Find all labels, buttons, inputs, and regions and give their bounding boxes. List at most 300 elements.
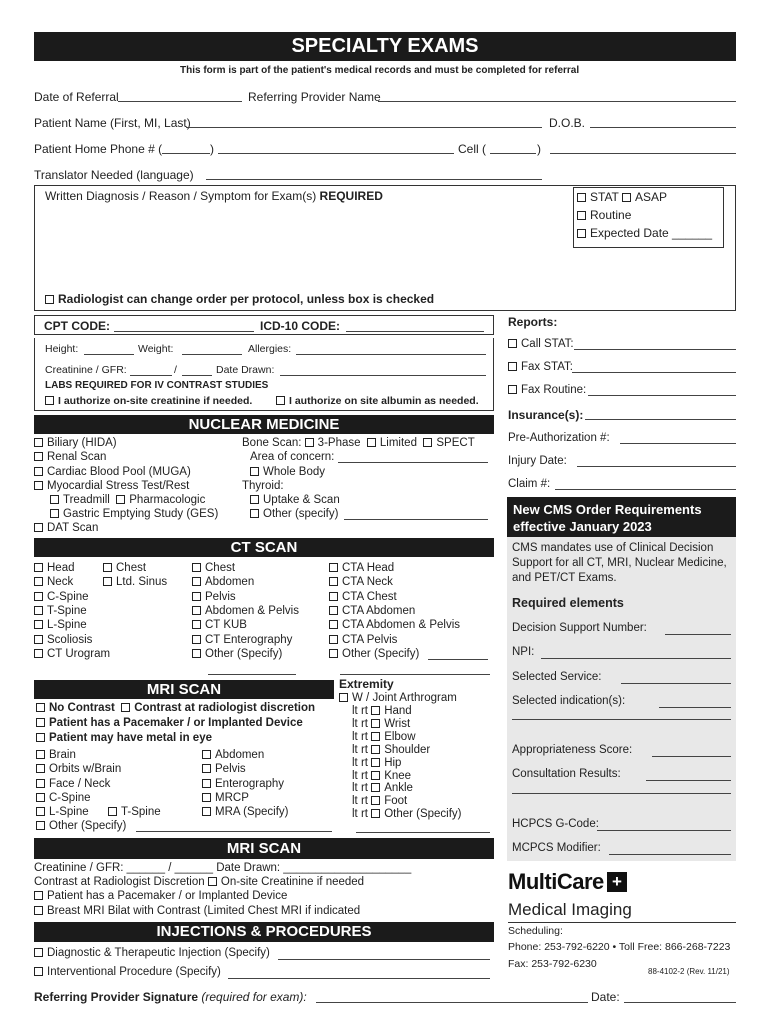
expected-date-label: Expected Date ______ <box>590 226 713 240</box>
cell-field[interactable] <box>550 153 736 154</box>
ct-col4-checkbox[interactable] <box>329 577 338 586</box>
cms-field-label: Consultation Results: <box>512 768 621 780</box>
plus-logo-icon: + <box>607 872 627 892</box>
protocol-checkbox[interactable] <box>45 295 54 304</box>
home-phone-field[interactable] <box>218 153 454 154</box>
ct-scan-heading: CT SCAN <box>230 539 298 556</box>
ct-col2-label: Ltd. Sinus <box>116 576 168 589</box>
asap-checkbox[interactable] <box>622 193 631 202</box>
extremity-checkbox[interactable] <box>371 783 380 792</box>
ct-scan-bar <box>34 538 494 557</box>
arthrogram-label: W / Joint Arthrogram <box>352 692 457 704</box>
ct-col1-checkbox[interactable] <box>34 620 43 629</box>
report-checkbox[interactable] <box>508 339 517 348</box>
mri2-discretion-label: Contrast at Radiologist Discretion <box>34 876 205 888</box>
cms-field-label: MCPCS Modifier: <box>512 842 601 854</box>
no-contrast-checkbox[interactable] <box>36 703 45 712</box>
report-field[interactable] <box>574 349 736 350</box>
left-side-label[interactable]: lt <box>352 743 361 756</box>
pharmacologic-label: Pharmacologic <box>129 494 206 506</box>
date-of-referral-label: Date of Referral <box>34 90 119 104</box>
mri2-pacemaker-label: Patient has a Pacemaker / or Implanted Device <box>47 890 288 902</box>
creatinine-slash: / <box>174 364 177 376</box>
cms-field-input[interactable] <box>665 634 731 635</box>
ct-col4-label: CTA Abdomen & Pelvis <box>342 619 461 632</box>
nm-left-1 <box>34 451 106 463</box>
right-side-label[interactable]: rt <box>360 808 372 821</box>
extremity-item <box>352 770 411 782</box>
extremity-item <box>352 705 412 717</box>
report-field[interactable] <box>572 372 736 373</box>
report-item <box>508 338 574 350</box>
ext-other-field[interactable] <box>356 832 490 833</box>
ct-col3-label: Pelvis <box>205 590 236 603</box>
mri-scan-heading: MRI SCAN <box>146 681 222 698</box>
ges-checkbox[interactable] <box>50 509 59 518</box>
left-side-label[interactable]: lt <box>352 705 361 717</box>
radiologist-protocol-text: Radiologist can change order per protocol, unless box is checked <box>58 292 435 306</box>
ct-col3-label: Other (Specify) <box>205 647 283 660</box>
cms-field-input[interactable] <box>652 756 731 757</box>
diagnosis-required: REQUIRED <box>319 189 383 203</box>
mri-col1-label: Face / Neck <box>49 777 111 790</box>
mri-col2-item <box>202 778 284 790</box>
ct-col4-checkbox[interactable] <box>329 620 338 629</box>
whole-body-label: Whole Body <box>263 466 326 478</box>
ct-col4-item <box>329 591 397 603</box>
ct-col1-checkbox[interactable] <box>34 649 43 658</box>
left-side-label[interactable]: lt <box>352 717 361 730</box>
mri-col1-checkbox[interactable] <box>36 750 45 759</box>
injury-label: Injury Date: <box>508 455 567 467</box>
reports-heading: Reports: <box>508 315 558 329</box>
left-side-label[interactable]: lt <box>352 808 361 821</box>
extremity-checkbox[interactable] <box>371 706 380 715</box>
ct-col3-label: CT Enterography <box>205 633 293 646</box>
creatinine-label: Creatinine / GFR: <box>45 364 127 376</box>
mri-col2-item <box>202 792 249 804</box>
date-of-referral-field[interactable] <box>118 101 242 102</box>
extremity-checkbox[interactable] <box>371 745 380 754</box>
nm-dat <box>34 522 98 534</box>
height-label: Height: <box>45 343 79 355</box>
report-item <box>508 361 573 373</box>
dat-checkbox[interactable] <box>34 523 43 532</box>
extremity-checkbox[interactable] <box>371 758 380 767</box>
limited-label: Limited <box>379 437 417 449</box>
report-field[interactable] <box>588 395 736 396</box>
mri-col2-label: Pelvis <box>215 763 246 776</box>
cms-field-label: HCPCS G-Code: <box>512 818 599 830</box>
left-side-label[interactable]: lt <box>352 756 361 769</box>
form-subtitle: This form is part of the patient's medical records and must be completed for referral <box>180 65 580 76</box>
cms-text-1: Support for all CT, MRI, Nuclear Medicine, <box>512 557 727 569</box>
mri-other-checkbox[interactable] <box>36 821 45 830</box>
mri-col1-checkbox[interactable] <box>36 764 45 773</box>
insurance-field[interactable] <box>585 419 736 420</box>
cpt-label: CPT CODE: <box>44 319 110 333</box>
ct-col3-checkbox[interactable] <box>192 649 201 658</box>
extremity-checkbox[interactable] <box>371 796 380 805</box>
extremity-checkbox[interactable] <box>371 732 380 741</box>
onsite-creatinine-checkbox[interactable] <box>208 877 217 886</box>
extremity-label: Foot <box>384 795 408 808</box>
nm-thyroid: Thyroid: <box>242 480 284 492</box>
extremity-item <box>352 808 462 820</box>
diagnostic-injection-label: Diagnostic & Therapeutic Injection (Specify) <box>47 947 270 959</box>
ct-col2-label: Chest <box>116 562 147 574</box>
right-side-label[interactable]: rt <box>360 730 372 743</box>
extremity-checkbox[interactable] <box>371 719 380 728</box>
weight-label: Weight: <box>138 343 174 355</box>
extremity-item <box>352 795 407 807</box>
signature-field[interactable] <box>316 1002 588 1003</box>
mri-col2-checkbox[interactable] <box>202 750 211 759</box>
mri-col2-checkbox[interactable] <box>202 807 211 816</box>
spect-checkbox[interactable] <box>423 438 432 447</box>
nm-area-field[interactable] <box>338 462 488 463</box>
mri-metal <box>36 732 212 744</box>
ct-col1-item <box>34 591 89 603</box>
right-side-label[interactable]: rt <box>360 795 372 808</box>
mri-other <box>36 820 126 832</box>
cms-field-input[interactable] <box>609 854 731 855</box>
mri-col1-checkbox[interactable] <box>36 807 45 816</box>
ct-col4-checkbox[interactable] <box>329 649 338 658</box>
ct-col1-checkbox[interactable] <box>34 563 43 572</box>
cms-field-input[interactable] <box>646 780 731 781</box>
brand-phone: Phone: 253-792-6220 • Toll Free: 866-268-7223 <box>508 941 731 953</box>
extremity-label: Hand <box>384 705 412 717</box>
cms-field-input[interactable] <box>541 658 731 659</box>
ct-col4-item <box>329 619 460 631</box>
ct-col1-checkbox[interactable] <box>34 606 43 615</box>
cms-field-label: NPI: <box>512 646 535 658</box>
ct-col4-item <box>329 605 415 617</box>
cms-required: Required elements <box>512 596 624 610</box>
extremity-item <box>352 757 401 769</box>
mri2-pacemaker-checkbox[interactable] <box>34 891 43 900</box>
mri-pacemaker-label: Patient has a Pacemaker / or Implanted Device <box>49 717 303 729</box>
left-side-label[interactable]: lt <box>352 769 361 782</box>
translator-label: Translator Needed (language) <box>34 168 194 182</box>
ct-col3-checkbox[interactable] <box>192 620 201 629</box>
signature-date-label: Date: <box>591 990 620 1004</box>
treadmill-checkbox[interactable] <box>50 495 59 504</box>
icd-field[interactable] <box>346 331 484 332</box>
mri-pacemaker <box>36 717 303 729</box>
extremity-item <box>352 744 430 756</box>
ct-col4-checkbox[interactable] <box>329 606 338 615</box>
preauth-label: Pre-Authorization #: <box>508 432 610 444</box>
extremity-item <box>352 731 416 743</box>
cms-field-input[interactable] <box>659 707 731 708</box>
signature-row <box>34 990 307 1004</box>
muga-label: Cardiac Blood Pool (MUGA) <box>47 466 191 478</box>
signature-date-field[interactable] <box>624 1002 736 1003</box>
icd-label: ICD-10 CODE: <box>260 319 341 333</box>
mri-col2-item <box>202 763 246 775</box>
translator-field[interactable] <box>206 179 542 180</box>
extremity-checkbox[interactable] <box>371 809 380 818</box>
nm-uptake <box>250 494 340 506</box>
labs-box <box>34 338 494 411</box>
mri-col2-label: MRA (Specify) <box>215 806 289 819</box>
ct-col3-label: Chest <box>205 562 236 574</box>
cms-heading-2: effective January 2023 <box>513 519 652 534</box>
ct-col3-checkbox[interactable] <box>192 577 201 586</box>
ct-col1-item <box>34 619 87 631</box>
tspine-label: T-Spine <box>121 806 161 818</box>
ct-col1-item <box>34 605 87 617</box>
date-drawn-label: Date Drawn: <box>216 364 275 376</box>
mri-scan-2-heading: MRI SCAN <box>226 840 302 857</box>
breast-mri-label: Breast MRI Bilat with Contrast (Limited Chest MRI if indicated <box>47 905 361 917</box>
injection-item-0 <box>34 947 270 959</box>
home-phone-label: Patient Home Phone # ( <box>34 142 163 156</box>
priority-routine <box>577 208 631 222</box>
ct-col1-label: Head <box>47 562 75 574</box>
ct-col2-checkbox[interactable] <box>103 577 112 586</box>
brand-fax: Fax: 253-792-6230 <box>508 958 597 970</box>
interventional-checkbox[interactable] <box>34 967 43 976</box>
preauth-field[interactable] <box>620 443 736 444</box>
renal-label: Renal Scan <box>47 451 107 463</box>
dob-field[interactable] <box>590 127 736 128</box>
multicare-logo <box>508 869 627 895</box>
mri2-pacemaker <box>34 890 287 902</box>
biliary-checkbox[interactable] <box>34 438 43 447</box>
report-label: Call STAT: <box>521 338 574 350</box>
cms-text-2: and PET/CT Exams. <box>512 572 617 584</box>
diagnostic-injection-checkbox[interactable] <box>34 948 43 957</box>
three-phase-label: 3-Phase <box>317 437 361 449</box>
right-side-label[interactable]: rt <box>360 717 372 730</box>
left-side-label[interactable]: lt <box>352 730 361 743</box>
no-contrast-label: No Contrast <box>49 702 115 714</box>
breast-mri-checkbox[interactable] <box>34 906 43 915</box>
ct-col1-checkbox[interactable] <box>34 592 43 601</box>
mri-col1-checkbox[interactable] <box>36 779 45 788</box>
contrast-disc-checkbox[interactable] <box>121 703 130 712</box>
mri-pacemaker-checkbox[interactable] <box>36 718 45 727</box>
ct-col4-label: CTA Head <box>342 562 395 574</box>
ct-col1-checkbox[interactable] <box>34 635 43 644</box>
ct-col3-label: CT KUB <box>205 619 247 632</box>
auth-creatinine-text: I authorize on-site creatinine if needed. <box>58 395 253 407</box>
right-side-label[interactable]: rt <box>360 756 372 769</box>
routine-checkbox[interactable] <box>577 211 586 220</box>
report-checkbox[interactable] <box>508 362 517 371</box>
cms-text-0: CMS mandates use of Clinical Decision <box>512 542 714 554</box>
nm-stress-options <box>50 494 205 506</box>
ct-col4-item <box>329 562 394 574</box>
ct-col3-checkbox[interactable] <box>192 606 201 615</box>
multicare-name: MultiCare <box>508 869 604 894</box>
cell-area-field[interactable] <box>490 153 536 154</box>
ct-col3-checkbox[interactable] <box>192 563 201 572</box>
expected-date-checkbox[interactable] <box>577 229 586 238</box>
whole-body-checkbox[interactable] <box>250 467 259 476</box>
arthrogram-checkbox[interactable] <box>339 693 348 702</box>
cms-field-input[interactable] <box>621 683 731 684</box>
ct-col4-label: CTA Neck <box>342 576 393 589</box>
ct-col3-checkbox[interactable] <box>192 592 201 601</box>
mri-col2-checkbox[interactable] <box>202 793 211 802</box>
ct-col1-label: Scoliosis <box>47 633 93 646</box>
right-side-label[interactable]: rt <box>360 743 372 756</box>
claim-label: Claim #: <box>508 478 551 490</box>
biliary-label: Biliary (HIDA) <box>47 437 117 449</box>
three-phase-checkbox[interactable] <box>305 438 314 447</box>
diagnostic-injection-field[interactable] <box>278 959 490 960</box>
stress-test-label: Myocardial Stress Test/Rest <box>47 480 190 492</box>
report-item <box>508 384 586 396</box>
nm-other-checkbox[interactable] <box>250 509 259 518</box>
diagnosis-label-text: Written Diagnosis / Reason / Symptom for Exam(s) <box>45 189 317 203</box>
mri-metal-checkbox[interactable] <box>36 733 45 742</box>
onsite-creatinine-label: On-site Creatinine if needed <box>220 876 365 888</box>
injury-field[interactable] <box>577 466 736 467</box>
nm-bone-scan <box>242 437 475 449</box>
extremity-heading: Extremity <box>339 677 394 691</box>
arthrogram <box>339 692 457 704</box>
extremity-label: Elbow <box>384 730 416 743</box>
extremity-label: Hip <box>384 756 402 769</box>
ct-col1-item <box>34 562 75 574</box>
ct-col1-label: L-Spine <box>47 619 87 632</box>
nm-ges <box>50 508 218 520</box>
interventional-field[interactable] <box>228 978 490 979</box>
mri-col1-label: Brain <box>49 749 76 761</box>
cms-extra-line[interactable] <box>512 719 731 720</box>
ct-col3-item <box>192 619 247 631</box>
form-title-bar <box>34 32 736 61</box>
ct-col3-item <box>192 605 299 617</box>
extremity-label: Shoulder <box>384 743 431 756</box>
mri-col1-item <box>36 792 91 804</box>
ct-col4-checkbox[interactable] <box>329 563 338 572</box>
extremity-item <box>352 782 413 794</box>
extremity-checkbox[interactable] <box>371 771 380 780</box>
allergies-label: Allergies: <box>248 343 292 355</box>
right-side-label[interactable]: rt <box>360 769 372 782</box>
mri-no-contrast <box>36 702 315 714</box>
mri2-breast <box>34 905 360 917</box>
ct-other-field[interactable] <box>428 659 488 660</box>
nm-left-0 <box>34 437 117 449</box>
dat-label: DAT Scan <box>47 522 99 534</box>
ct-col4-checkbox[interactable] <box>329 635 338 644</box>
ct-col1-item <box>34 634 92 646</box>
referring-provider-field[interactable] <box>378 101 736 102</box>
muga-checkbox[interactable] <box>34 467 43 476</box>
cms-field-label: Decision Support Number: <box>512 622 647 634</box>
ct-col1-label: CT Urogram <box>47 647 111 660</box>
ct-col4-label: Other (Specify) <box>342 647 420 660</box>
cms-extra-line[interactable] <box>512 793 731 794</box>
stress-test-checkbox[interactable] <box>34 481 43 490</box>
diagnosis-label <box>45 189 383 203</box>
mri-col2-checkbox[interactable] <box>202 779 211 788</box>
priority-stat-asap <box>577 190 667 204</box>
cell-label: Cell ( <box>458 142 487 156</box>
left-side-label[interactable]: lt <box>352 795 361 808</box>
mri-col1-item <box>36 763 121 775</box>
ct-col4-checkbox[interactable] <box>329 592 338 601</box>
tspine-checkbox[interactable] <box>108 807 117 816</box>
ct-col3-item <box>192 562 235 574</box>
nm-whole-body <box>250 466 325 478</box>
asap-label: ASAP <box>635 190 668 204</box>
ct-col4-item <box>329 648 419 660</box>
report-checkbox[interactable] <box>508 385 517 394</box>
extremity-label: Knee <box>384 769 412 782</box>
mri-other-label: Other (Specify) <box>49 820 127 832</box>
ct-col3-item <box>192 634 292 646</box>
ct-col4-label: CTA Chest <box>342 590 397 603</box>
cell-close: ) <box>537 142 541 156</box>
ct-col4-item <box>329 576 393 588</box>
treadmill-label: Treadmill <box>63 494 110 506</box>
nm-other-label: Other (specify) <box>263 508 339 520</box>
ct-col2-checkbox[interactable] <box>103 563 112 572</box>
stat-label: STAT <box>590 190 619 204</box>
report-label: Fax STAT: <box>521 361 573 373</box>
mri2-discretion <box>34 876 364 888</box>
claim-field[interactable] <box>555 489 736 490</box>
right-side-label[interactable]: rt <box>360 782 372 795</box>
mri-col1-checkbox[interactable] <box>36 793 45 802</box>
signature-note: (required for exam): <box>201 990 307 1004</box>
cms-field-label: Selected indication(s): <box>512 695 626 707</box>
ct-col1-item <box>34 576 73 588</box>
injection-item-1 <box>34 966 221 978</box>
nm-area-label: Area of concern: <box>250 451 335 463</box>
ct-col3-checkbox[interactable] <box>192 635 201 644</box>
home-phone-close: ) <box>210 142 214 156</box>
ct-col1-checkbox[interactable] <box>34 577 43 586</box>
cms-field-input[interactable] <box>597 830 731 831</box>
patient-name-label: Patient Name (First, MI, Last) <box>34 116 191 130</box>
mri-col2-label: MRCP <box>215 791 249 804</box>
mri-col2-checkbox[interactable] <box>202 764 211 773</box>
home-phone-area-field[interactable] <box>162 153 210 154</box>
right-side-label[interactable]: rt <box>360 705 372 717</box>
ct-col3-item <box>192 576 254 588</box>
contrast-disc-label: Contrast at radiologist discretion <box>134 702 316 714</box>
patient-name-field[interactable] <box>186 127 542 128</box>
cms-heading-1: New CMS Order Requirements <box>513 502 702 517</box>
left-side-label[interactable]: lt <box>352 782 361 795</box>
extremity-label: Ankle <box>384 782 413 795</box>
mri-other-field[interactable] <box>136 831 332 832</box>
renal-checkbox[interactable] <box>34 452 43 461</box>
extremity-item <box>352 718 410 730</box>
pharmacologic-checkbox[interactable] <box>116 495 125 504</box>
mri-col1-item <box>36 778 110 790</box>
cpt-field[interactable] <box>114 331 254 332</box>
stat-checkbox[interactable] <box>577 193 586 202</box>
scheduling-label: Scheduling: <box>508 925 563 937</box>
limited-checkbox[interactable] <box>367 438 376 447</box>
nm-other-field[interactable] <box>344 519 488 520</box>
uptake-checkbox[interactable] <box>250 495 259 504</box>
insurance-label: Insurance(s): <box>508 408 584 422</box>
mri-col2-item <box>202 806 289 818</box>
ct-col3-item <box>192 591 236 603</box>
nm-other <box>250 508 338 520</box>
